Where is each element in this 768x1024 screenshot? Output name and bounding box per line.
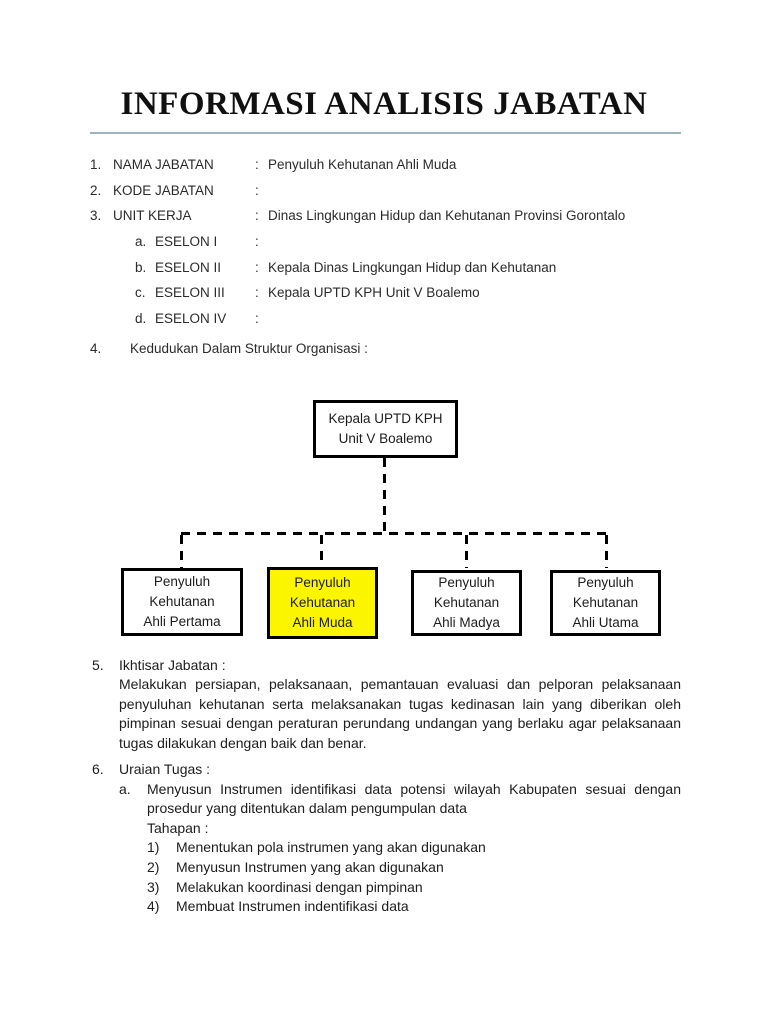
row-label: ESELON III xyxy=(155,285,225,301)
row-label: KODE JABATAN xyxy=(113,182,214,198)
row-colon: : xyxy=(255,234,259,250)
row-letter: c. xyxy=(135,285,146,301)
row-colon: : xyxy=(255,208,259,224)
org-box-root xyxy=(313,400,458,458)
org-box-line: Kehutanan xyxy=(289,595,356,610)
connector-drop-dashed-line xyxy=(320,535,323,568)
task-a-text: Menyusun Instrumen identifikasi data potensi wilayah Kabupaten sesuai dengan prosedur yang ditentukan dalam pengumpulan data xyxy=(147,780,681,817)
row-value: Dinas Lingkungan Hidup dan Kehutanan Provinsi Gorontalo xyxy=(268,208,626,224)
row-colon: : xyxy=(255,157,259,172)
section-ikhtisar-jabatan xyxy=(92,656,681,753)
stage-number: 2) xyxy=(147,858,160,875)
stage-number: 1) xyxy=(147,839,160,856)
row-value: Kepala Dinas Lingkungan Hidup dan Kehutanan xyxy=(268,259,557,275)
org-box-line: Ahli Utama xyxy=(572,615,639,630)
info-row-kedudukan xyxy=(90,341,688,356)
org-box-line: Unit V Boalemo xyxy=(338,431,433,446)
row-label: UNIT KERJA xyxy=(113,208,192,224)
row-label: ESELON I xyxy=(155,234,218,250)
stage-text: Membuat Instrumen indentifikasi data xyxy=(176,898,409,915)
section-title: Ikhtisar Jabatan : xyxy=(119,657,226,673)
stage-number: 3) xyxy=(147,878,160,895)
row-colon: : xyxy=(255,259,259,275)
job-info-list xyxy=(90,157,688,356)
org-box-line: Ahli Pertama xyxy=(143,614,221,629)
org-box-ahli-madya xyxy=(411,570,522,636)
section-number: 5. xyxy=(92,657,104,673)
org-box-line: Kepala UPTD KPH xyxy=(328,411,443,426)
stage-row-1 xyxy=(147,838,681,858)
info-row-eselon-3 xyxy=(90,285,688,311)
stage-text: Melakukan koordinasi dengan pimpinan xyxy=(176,878,423,895)
org-box-ahli-muda-highlighted xyxy=(267,567,378,639)
row-letter: d. xyxy=(135,311,147,327)
connector-drop-dashed-line xyxy=(180,535,183,568)
org-box-line: Ahli Muda xyxy=(292,615,353,630)
stage-text: Menentukan pola instrumen yang akan digunakan xyxy=(176,839,486,856)
info-row-kode-jabatan xyxy=(90,183,688,209)
task-a-row xyxy=(119,780,681,819)
org-box-line: Ahli Madya xyxy=(433,615,500,630)
org-box-line: Penyuluh xyxy=(294,575,351,590)
stage-row-4 xyxy=(147,897,681,917)
connector-drop-dashed-line xyxy=(465,535,468,568)
info-row-eselon-1 xyxy=(90,234,688,260)
stage-number: 4) xyxy=(147,898,160,915)
org-box-line: Penyuluh xyxy=(438,575,495,590)
ikhtisar-paragraph: Melakukan persiapan, pelaksanaan, pemantauan evaluasi dan pelporan pelaksanaan penyuluhan kehutanan serta melaksanakan tugas kedinasan lain yang diberikan oleh pimpinan sesuai dengan peraturan perundang undangan yang berlaku agar pelaksanaan tugas dilakukan dengan baik dan benar. xyxy=(119,676,681,751)
row-number: 4. xyxy=(90,340,102,356)
org-box-line: Penyuluh xyxy=(577,575,634,590)
row-label: ESELON IV xyxy=(155,311,227,327)
section-number: 6. xyxy=(92,761,104,777)
row-letter: b. xyxy=(135,259,147,275)
row-number: 1. xyxy=(90,157,102,172)
org-box-ahli-pertama xyxy=(121,568,243,636)
title-underline xyxy=(90,132,681,134)
info-row-nama-jabatan xyxy=(90,157,688,183)
org-box-line: Kehutanan xyxy=(149,594,215,609)
info-row-unit-kerja xyxy=(90,208,688,234)
row-label: Kedudukan Dalam Struktur Organisasi : xyxy=(130,340,368,356)
info-row-eselon-2 xyxy=(90,260,688,286)
row-colon: : xyxy=(255,285,259,301)
row-number: 2. xyxy=(90,182,102,198)
org-box-line: Penyuluh xyxy=(153,574,211,589)
row-number: 3. xyxy=(90,208,102,224)
connector-drop-dashed-line xyxy=(605,535,608,568)
page-title: INFORMASI ANALISIS JABATAN xyxy=(120,86,648,122)
org-box-ahli-utama xyxy=(550,570,661,636)
row-letter: a. xyxy=(135,234,147,250)
task-letter: a. xyxy=(119,780,131,797)
org-chart xyxy=(0,383,768,659)
info-row-eselon-4 xyxy=(90,311,688,337)
connector-stem-dashed-line xyxy=(383,458,386,532)
row-value: Kepala UPTD KPH Unit V Boalemo xyxy=(268,285,480,301)
row-colon: : xyxy=(255,182,259,198)
section-uraian-tugas xyxy=(92,760,681,917)
row-value: Penyuluh Kehutanan Ahli Muda xyxy=(268,157,457,172)
stage-text: Menyusun Instrumen yang akan digunakan xyxy=(176,858,444,875)
stage-row-3 xyxy=(147,878,681,898)
stage-row-2 xyxy=(147,858,681,878)
connector-rail-dashed-line xyxy=(181,532,608,535)
row-label: NAMA JABATAN xyxy=(113,157,214,172)
org-box-line: Kehutanan xyxy=(572,595,639,610)
tahapan-label: Tahapan : xyxy=(147,819,209,836)
section-heading xyxy=(92,656,681,675)
row-label: ESELON II xyxy=(155,259,222,275)
section-title: Uraian Tugas : xyxy=(119,761,211,777)
org-box-line: Kehutanan xyxy=(433,595,500,610)
section-heading xyxy=(92,760,681,780)
row-colon: : xyxy=(255,311,259,327)
